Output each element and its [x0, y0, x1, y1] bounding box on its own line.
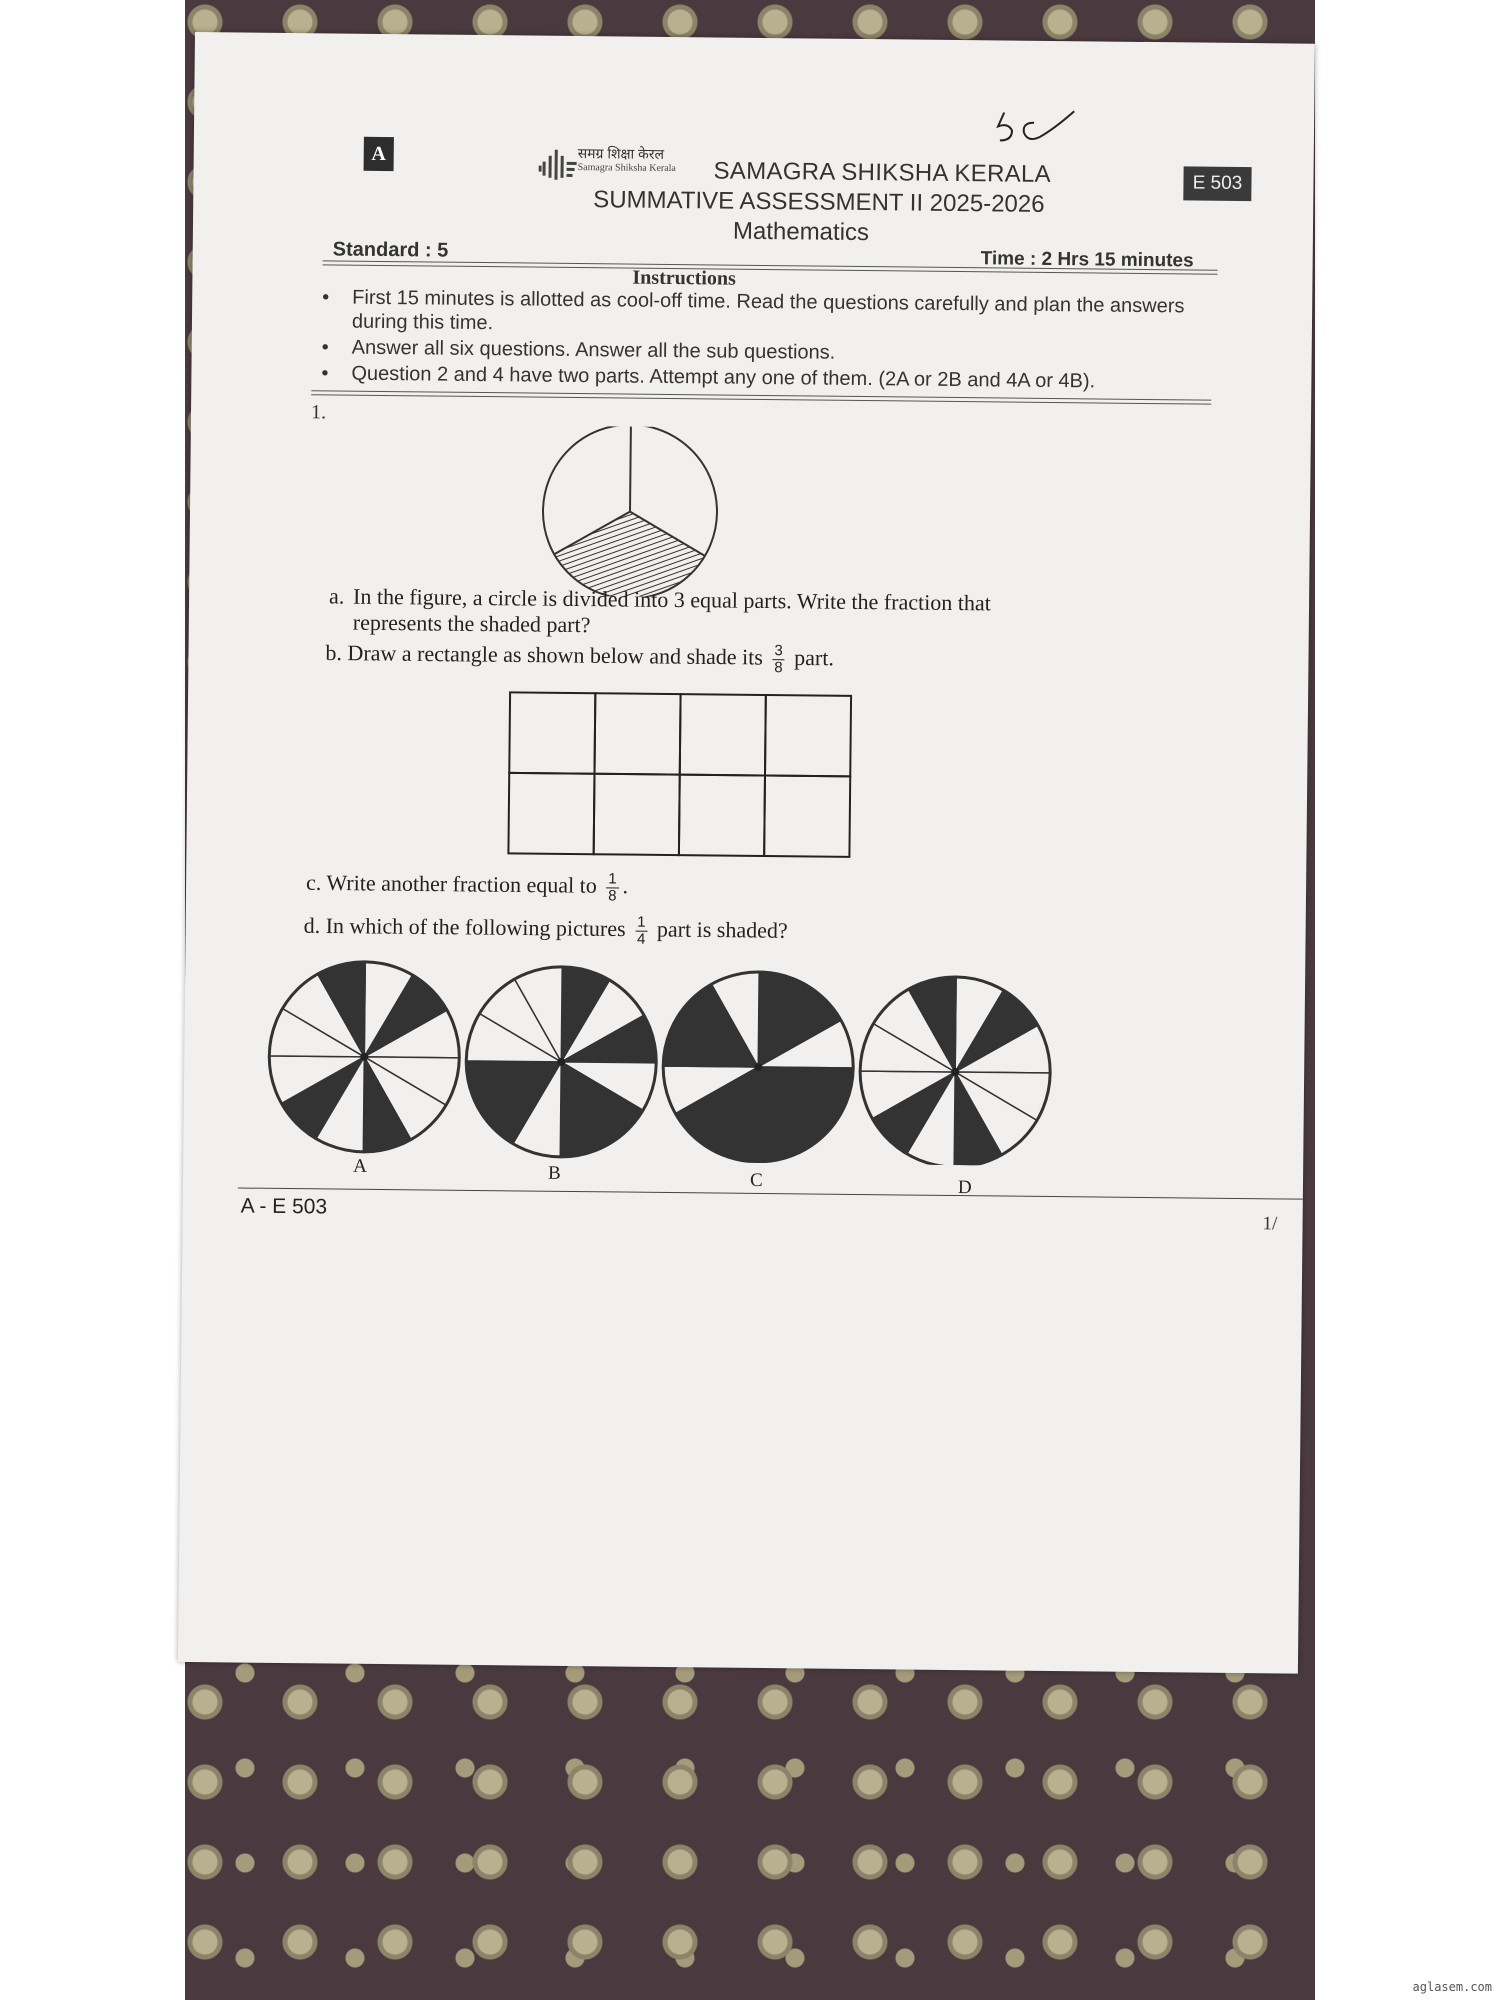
instructions-list — [311, 285, 1212, 396]
option-label-a: A — [353, 1155, 367, 1177]
logo-english-text: Samagra Shiksha Kerala — [577, 162, 676, 175]
grid-cell — [509, 692, 595, 773]
question-1d: d. In which of the following pictures $\frac{1}{4}$ part is shaded? — [303, 912, 788, 948]
org-name: SAMAGRA SHIKSHA KERALA — [713, 157, 1052, 188]
bullet-icon: • — [322, 286, 330, 309]
instruction-item: • Answer all six questions. Answer all the sub questions. — [321, 336, 836, 364]
circle-three-parts-figure — [534, 426, 726, 598]
instructions-heading: Instructions — [632, 266, 736, 290]
footer-divider — [238, 1188, 1303, 1200]
bullet-icon: • — [321, 336, 329, 359]
option-label-c: C — [749, 1169, 763, 1192]
handwritten-mark — [994, 100, 1085, 156]
instruction-item: • Question 2 and 4 have two parts. Attempt any one of them. (2A or 2B and 4A or 4B). — [321, 362, 1096, 393]
set-label-badge: A — [364, 137, 394, 171]
option-wheel-a — [268, 961, 460, 1153]
fraction: $\frac{1}{4}$ — [636, 913, 646, 948]
subject-title: Mathematics — [732, 217, 870, 247]
logo-hindi-text: समग्र शिक्षा केरल — [577, 145, 665, 162]
handwritten-mark-icon — [994, 100, 1085, 151]
page-number: 1/ — [1262, 1213, 1278, 1235]
exam-title: SUMMATIVE ASSESSMENT II 2025-2026 — [593, 186, 1045, 218]
option-wheel-c — [662, 971, 854, 1163]
grid-cell — [764, 776, 850, 857]
grid-cell — [508, 773, 594, 854]
fraction: $\frac{3}{8}$ — [774, 642, 783, 677]
grid-cell — [595, 693, 681, 774]
time-label: Time : 2 Hrs 15 minutes — [980, 248, 1194, 272]
question-paper — [178, 32, 1315, 1674]
shaded-sector — [554, 511, 706, 598]
rectangle-grid-figure — [506, 690, 853, 859]
footer-paper-code: A - E 503 — [240, 1194, 328, 1219]
option-label-b: B — [547, 1162, 561, 1184]
question-number: 1. — [310, 401, 327, 424]
option-wheel-d — [859, 976, 1051, 1166]
grid-cell — [765, 695, 851, 776]
paper-code-badge: E 503 — [1183, 166, 1251, 201]
question-1b: b. Draw a rectangle as shown below and shade its $\frac{3}{8}$ part. — [325, 639, 835, 677]
bullet-icon: • — [321, 362, 329, 385]
option-label-d: D — [957, 1177, 972, 1199]
standard-label: Standard : 5 — [332, 238, 449, 262]
grid-cell — [594, 774, 680, 855]
question-1c: c. Write another fraction equal to $\frac{1}{8}$ . — [305, 869, 629, 905]
grid-cell — [680, 694, 766, 775]
watermark: aglasem.com — [1412, 1980, 1492, 1994]
option-wheels-figure — [263, 958, 1065, 1166]
fraction: $\frac{1}{8}$ — [608, 870, 617, 905]
question-1a: a. In the figure, a circle is divided into 3 equal parts. Write the fraction that represents the shaded part? — [328, 583, 991, 638]
option-wheel-b — [465, 966, 657, 1158]
instruction-item: • First 15 minutes is allotted as cool-off time. Read the questions carefully and plan the answers during this time. — [322, 286, 1185, 335]
grid-cell — [679, 775, 765, 856]
